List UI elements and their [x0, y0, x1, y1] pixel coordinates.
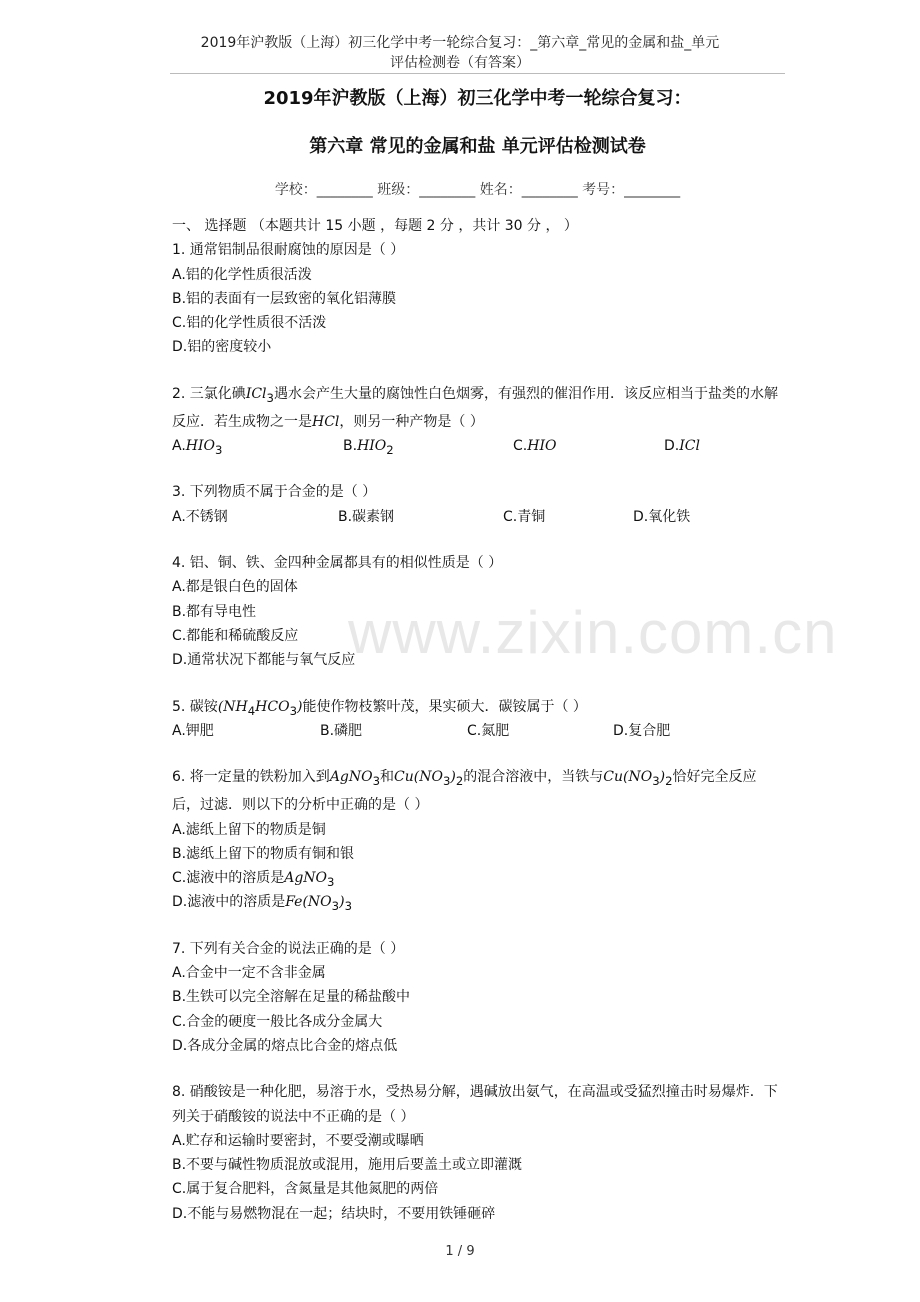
question-content [172, 214, 782, 1248]
question-5 [172, 695, 782, 744]
question-stem: 8. 硝酸铵是一种化肥，易溶于水，受热易分解，遇碱放出氨气，在高温或受猛烈撞击时易爆炸．下列关于硝酸铵的说法中不正确的是（ ） [172, 1084, 778, 1125]
option-d: D.ICl [664, 438, 700, 455]
option-b: B.碳素钢 [338, 508, 395, 525]
question-stem: 7. 下列有关合金的说法正确的是（ ） [172, 940, 405, 957]
page-subtitle: 第六章 常见的金属和盐 单元评估检测试卷 [309, 136, 646, 157]
option-a: A.贮存和运输时要密封，不要受潮或曝晒 [172, 1132, 424, 1149]
option-a: A.铝的化学性质很活泼 [172, 266, 312, 283]
question-stem: 4. 铝、铜、铁、金四种金属都具有的相似性质是（ ） [172, 555, 503, 572]
option-c: C.合金的硬度一般比各成分金属大 [172, 1013, 383, 1030]
option-c: C.属于复合肥料，含氮量是其他氮肥的两倍 [172, 1181, 439, 1198]
option-b: B.滤纸上留下的物质有铜和银 [172, 845, 355, 862]
section-heading: 一、 选择题 （本题共计 15 小题 ，每题 2 分 ，共计 30 分 ， ） [172, 218, 578, 234]
question-4 [172, 551, 782, 672]
option-a: A.滤纸上留下的物质是铜 [172, 821, 326, 838]
option-c: C.氮肥 [467, 722, 510, 739]
question-1 [172, 238, 782, 359]
option-a: $A.HIO_3$ [172, 438, 223, 457]
page-number: 1 / 9 [445, 1244, 475, 1259]
question-stem: 6. 将一定量的铁粉加入到AgNO$_3$和$Cu(NO_3)_2$的混合溶液中，当铁与$Cu(NO_3)_2$恰好完全反应后，过滤．则以下的分析中正确的是（ ） [172, 769, 757, 814]
option-c: C.滤液中的溶质是AgNO$_3$ [172, 870, 335, 889]
page-title: 2019年沪教版（上海）初三化学中考一轮综合复习： [263, 88, 692, 109]
student-info-row: 学校：________ 班级：________ 姓名：________ 考号：________ [274, 182, 681, 198]
question-7 [172, 937, 782, 1058]
question-3 [172, 480, 782, 529]
option-a: A.不锈钢 [172, 508, 228, 525]
question-stem: 5. 碳铵$(NH_4HCO_3)$能使作物枝繁叶茂，果实硕大．碳铵属于（ ） [172, 698, 587, 718]
watermark: www.zixin.com.cn [348, 599, 838, 666]
running-header-line1: 2019年沪教版（上海）初三化学中考一轮综合复习：_第六章_常见的金属和盐_单元 [200, 35, 720, 51]
option-b: $B.HIO_2$ [343, 438, 394, 457]
option-d: D.滤液中的溶质是$Fe(NO_3)_3$ [172, 894, 352, 914]
options-row [172, 719, 782, 743]
option-b: B.铝的表面有一层致密的氧化铝薄膜 [172, 290, 397, 307]
options-row [172, 505, 782, 529]
header-rule [170, 73, 785, 74]
question-2 [172, 382, 782, 459]
option-b: B.都有导电性 [172, 603, 257, 620]
running-header-line2: 评估检测卷（有答案） [390, 55, 530, 71]
option-c: C.铝的化学性质很不活泼 [172, 315, 327, 332]
option-a: A.合金中一定不含非金属 [172, 965, 326, 982]
option-b: B.磷肥 [320, 722, 363, 739]
option-d: D.铝的密度较小 [172, 339, 272, 356]
option-b: B.不要与碱性物质混放或混用，施用后要盖土或立即灌溉 [172, 1157, 523, 1174]
question-8 [172, 1080, 782, 1226]
option-d: D.氧化铁 [633, 508, 691, 525]
option-a: A.都是银白色的固体 [172, 579, 298, 596]
question-stem: 1. 通常铝制品很耐腐蚀的原因是（ ） [172, 242, 405, 259]
question-stem: 3. 下列物质不属于合金的是（ ） [172, 484, 377, 501]
option-d: D.复合肥 [613, 722, 671, 739]
option-b: B.生铁可以完全溶解在足量的稀盐酸中 [172, 989, 411, 1006]
question-6 [172, 765, 782, 915]
option-c: C.青铜 [503, 508, 546, 525]
option-c: C.都能和稀硫酸反应 [172, 627, 299, 644]
running-header [150, 33, 770, 73]
question-stem: 2. 三氯化碘ICl$_3$遇水会产生大量的腐蚀性白色烟雾，有强烈的催泪作用．该反应相当于盐类的水解反应．若生成物之一是HCl，则另一种产物是（ ） [172, 385, 778, 430]
option-a: A.钾肥 [172, 722, 214, 739]
options-row [172, 434, 782, 458]
option-d: D.不能与易燃物混在一起；结块时，不要用铁锤砸碎 [172, 1205, 496, 1222]
option-d: D.通常状况下都能与氧气反应 [172, 652, 356, 669]
option-c: C.HIO [513, 438, 557, 455]
option-d: D.各成分金属的熔点比合金的熔点低 [172, 1037, 398, 1054]
